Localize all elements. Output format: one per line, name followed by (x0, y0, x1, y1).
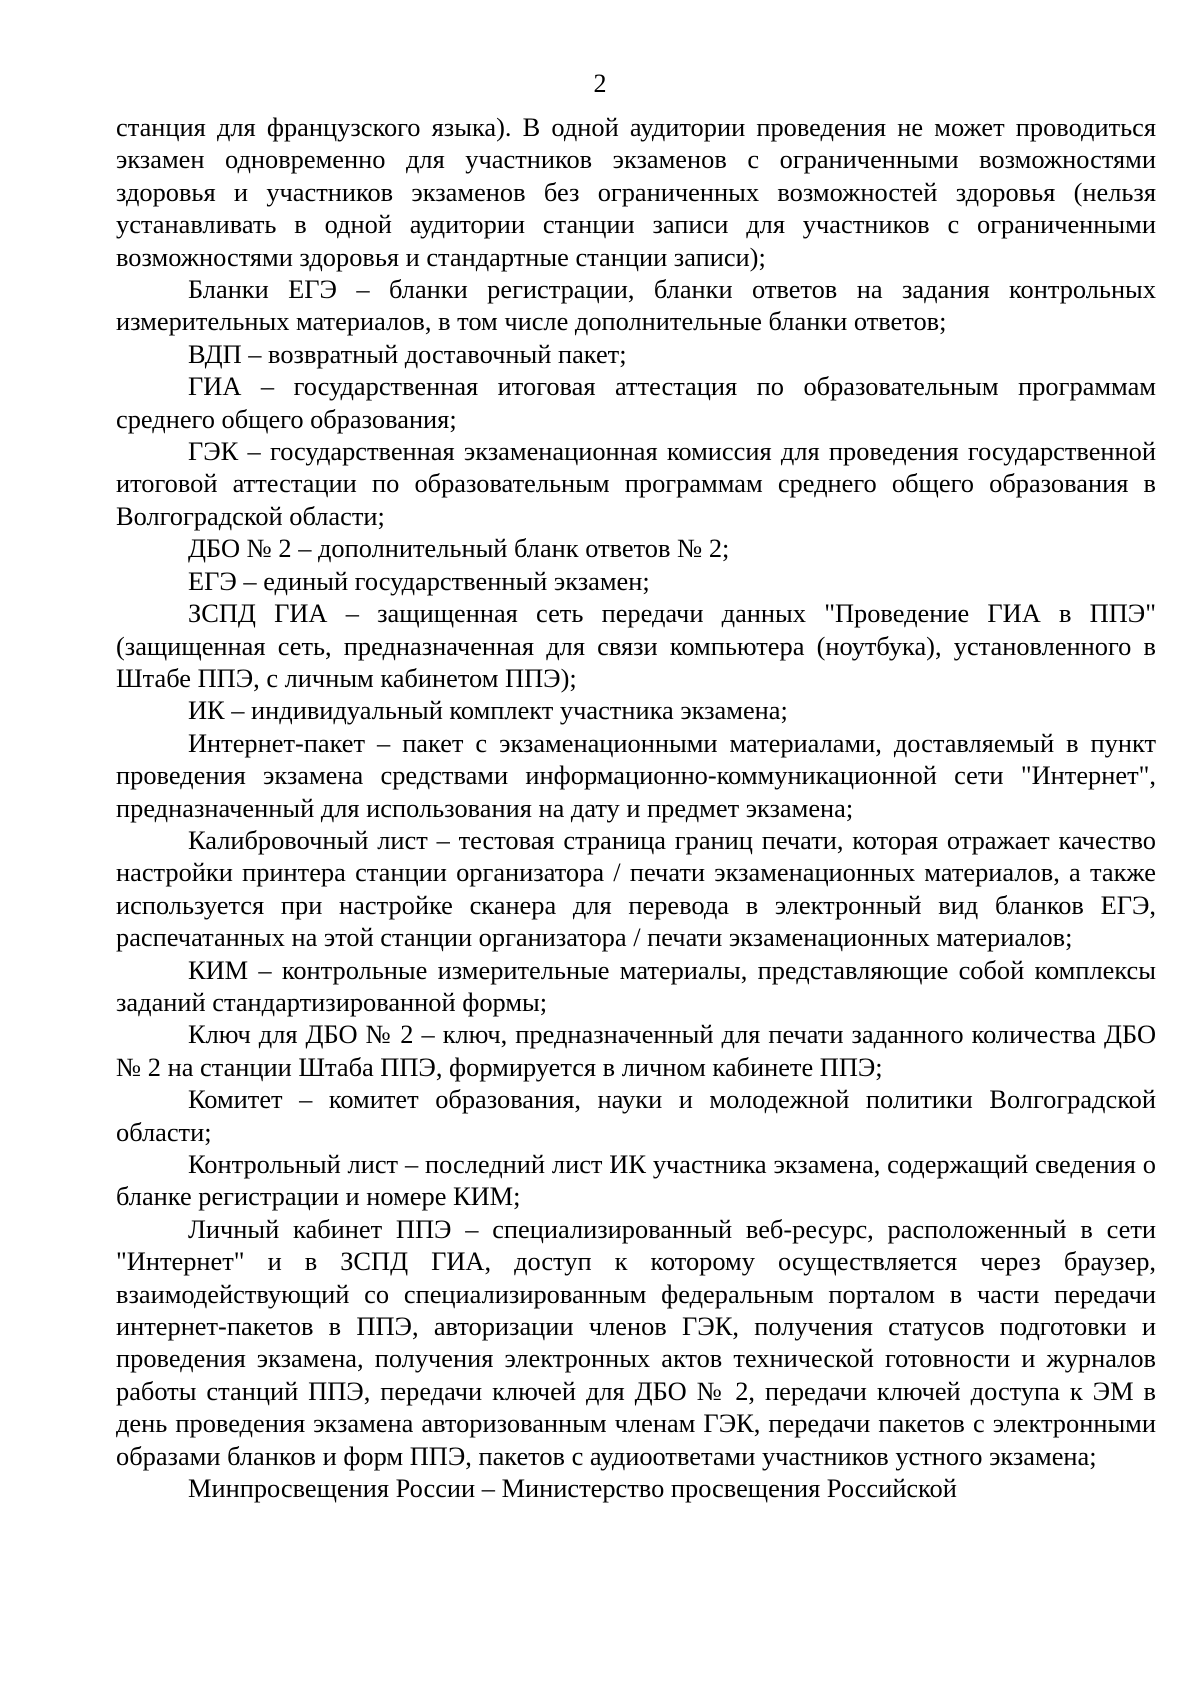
definition-gek: ГЭК – государственная экзаменационная комиссия для проведения государственной итоговой аттестации по образовательным программам среднего общего образования в Волгоградской области; (116, 436, 1156, 531)
definition-zspd-gia: ЗСПД ГИА – защищенная сеть передачи данных "Проведение ГИА в ППЭ" (защищенная сеть, предназначенная для связи компьютера (ноутбука), установленного в Штабе ППЭ, с личным кабинетом ППЭ); (116, 598, 1156, 693)
definition-ik: ИК – индивидуальный комплект участника экзамена; (188, 695, 788, 726)
definition-vdp: ВДП – возвратный доставочный пакет; (188, 338, 627, 369)
definition-internet-paket: Интернет-пакет – пакет с экзаменационными материалами, доставляемый в пункт проведения экзамена средствами информационно-коммуникационной сети "Интернет", предназначенный для использования на дату и предмет экзамена; (116, 727, 1156, 823)
definition-klyuch-dbo: Ключ для ДБО № 2 – ключ, предназначенный для печати заданного количества ДБО № 2 на станции Штаба ППЭ, формируется в личном кабинете ППЭ; (116, 1019, 1156, 1082)
definition-gia: ГИА – государственная итоговая аттестация по образовательным программам среднего общего образования; (116, 371, 1156, 434)
definition-komitet: Комитет – комитет образования, науки и молодежной политики Волгоградской области; (116, 1084, 1156, 1147)
paragraph-continuation: станция для французского языка). В одной аудитории проведения не может проводиться экзамен одновременно для участников экзаменов с ограниченными возможностями здоровья и участников экзаменов без ограниченных возможностей здоровья (нельзя устанавливать в одной аудитории станции записи для участников с ограниченными возможностями здоровья и стандартные станции записи); (116, 112, 1156, 272)
definition-dbo-2: ДБО № 2 – дополнительный бланк ответов № 2; (188, 533, 730, 564)
definition-minprosvescheniya: Минпросвещения России – Министерство просвещения Российской (188, 1473, 957, 1504)
page-number: 2 (593, 69, 607, 98)
definition-kontrolny-list: Контрольный лист – последний лист ИК участника экзамена, содержащий сведения о бланке регистрации и номере КИМ; (116, 1149, 1156, 1212)
document-body (116, 111, 1156, 1504)
definition-ege: ЕГЭ – единый государственный экзамен; (188, 565, 650, 596)
definition-blanki-ege: Бланки ЕГЭ – бланки регистрации, бланки ответов на задания контрольных измерительных материалов, в том числе дополнительные бланки ответов; (116, 274, 1156, 337)
definition-kalibrovochny-list: Калибровочный лист – тестовая страница границ печати, которая отражает качество настройки принтера станции организатора / печати экзаменационных материалов, а также используется при настройке сканера для перевода в электронный вид бланков ЕГЭ, распечатанных на этой станции организатора / печати экзаменационных материалов; (116, 824, 1156, 953)
definition-lichny-kabinet: Личный кабинет ППЭ – специализированный веб-ресурс, расположенный в сети "Интернет" и в ЗСПД ГИА, доступ к которому осуществляется через браузер, взаимодействующий со специализированным федеральным порталом в части передачи интернет-пакетов в ППЭ, авторизации членов ГЭК, получения статусов подготовки и проведения экзамена, получения электронных актов технической готовности и журналов работы станций ППЭ, передачи ключей для ДБО № 2, передачи ключей доступа к ЭМ в день проведения экзамена авторизованным членам ГЭК, передачи пакетов с электронными образами бланков и форм ППЭ, пакетов с аудиоответами участников устного экзамена; (116, 1213, 1156, 1471)
definition-kim: КИМ – контрольные измерительные материалы, представляющие собой комплексы заданий стандартизированной формы; (116, 954, 1156, 1017)
